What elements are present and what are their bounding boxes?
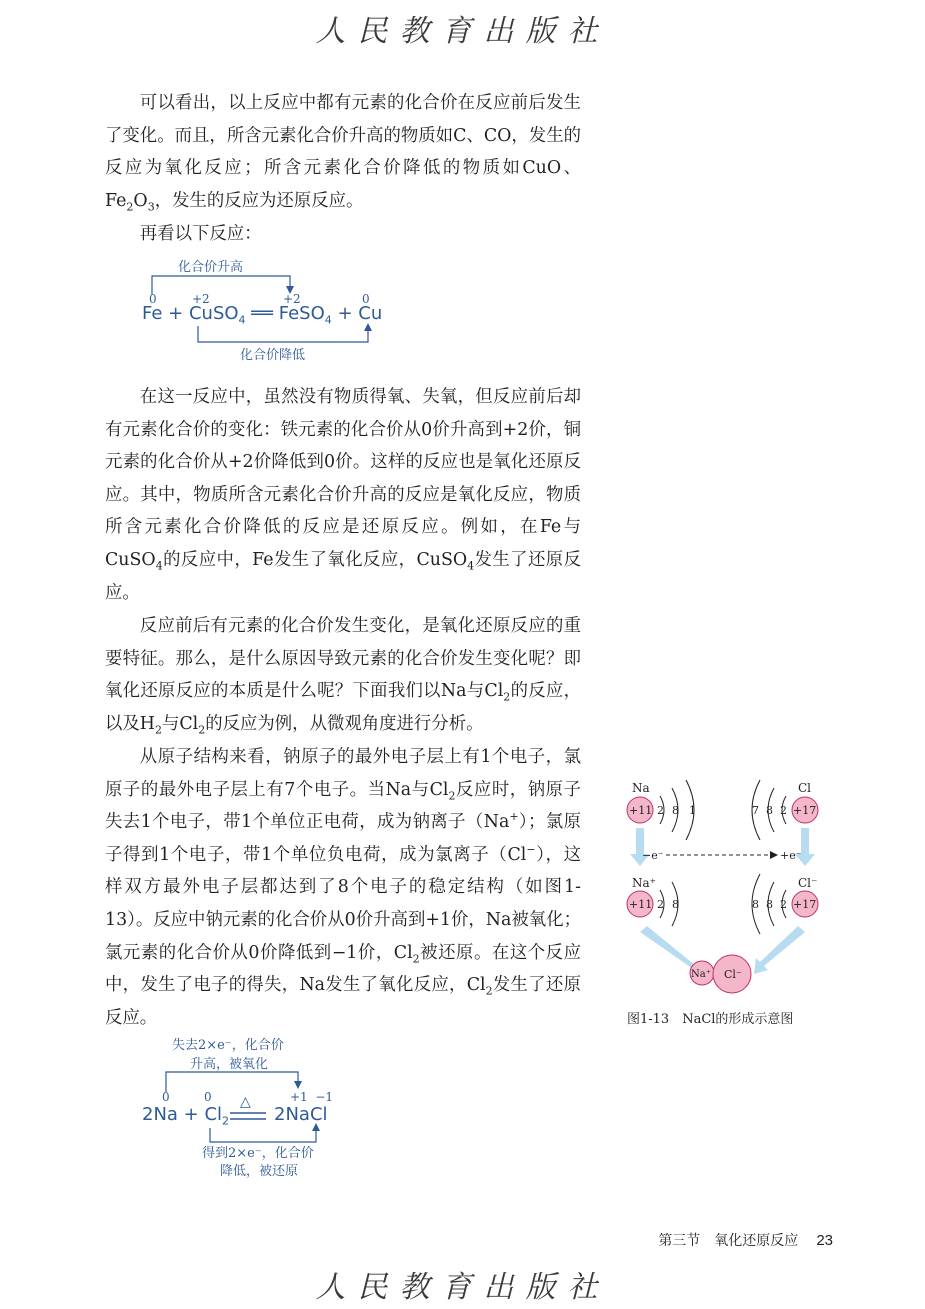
diagonal-arrow-icon [754,926,805,974]
text-span: 被还原。在这个反应中，发生了电子的得失，Na发生了氧化反应，Cl [105,942,581,996]
oxidation-number: +1 −1 [290,1090,334,1104]
shell-electron-count: 8 [672,898,679,911]
arrow-head-icon [294,1081,302,1089]
subscript: 2 [503,690,511,704]
text-span: 再看以下反应： [139,224,262,244]
paragraph-3 [105,381,581,609]
page-footer [658,1230,833,1250]
subscript: 3 [147,200,155,214]
subscript: 4 [155,559,163,573]
oxidation-number: 0 [149,292,157,306]
subscript: 2 [448,789,456,803]
text-span: 反应前后有元素的化合价发生变化，是氧化还原反应的重要特征。那么，是什么原因导致元素的化合价发生变化呢？即氧化还原反应的本质是什么呢？下面我们以Na与Cl [105,616,581,702]
text-span: 在这一反应中，虽然没有物质得氧、失氧，但反应前后却有元素化合价的变化：铁元素的化合价从0价升高到+2价，铜元素的化合价从+2价降低到0价。这样的反应也是氧化还原反应。其中，物质所含元素化合价升高的反应是氧化反应，物质所含元素化合价降低的反应是还原反应。例如，在Fe与CuSO [105,387,581,570]
equation-2-right: 2NaCl [274,1104,328,1125]
reduction-label: 化合价降低 [240,348,306,363]
reduction-bracket [198,326,368,342]
subscript: 4 [467,559,475,573]
text-span: 发生了还原反应。 [105,975,581,1028]
equation-2-left [142,1104,230,1128]
text-span: ），这样双方最外电子层都达到了8个电子的稳定结构（如图1-13）。反应中钠元素的化合价从0价升高到+1价，Na被氧化；氯元素的化合价从0价降低到−1价，Cl [105,844,581,963]
shell-electron-count: 2 [657,898,664,911]
electron-gained-label: +e⁻ [780,849,802,862]
formula-text: Fe + CuSO [142,303,239,324]
oxidation-label-line-2: 升高，被氧化 [190,1057,269,1072]
formula-text: 2Na + Cl [142,1104,223,1125]
subscript: 2 [126,200,134,214]
shell-electron-count: 8 [752,898,759,911]
text-span: 可以看出，以上反应中都有元素的化合价在反应前后发生了变化。而且，所含元素化合价升高的物质如C、CO，发生的反应为氧化反应；所含元素化合价降低的物质如CuO、Fe [105,93,581,211]
paragraph-5 [105,741,581,1034]
shell-electron-count: 8 [672,804,679,817]
page-number: 23 [816,1232,833,1249]
product-na-label: Na⁺ [691,969,711,980]
heat-condition-icon: △ [240,1094,251,1110]
na-atom-label: Na [632,781,650,795]
subscript: 2 [222,1114,230,1128]
product-cl-label: Cl⁻ [724,968,742,981]
figure-caption: 图1-13 NaCl的形成示意图 [627,1012,794,1027]
text-span: O [133,190,148,211]
arrow-head-icon [364,323,372,331]
publisher-logo-top: 人民教育出版社 [315,14,610,49]
shell-electron-count: 2 [780,898,787,911]
reduction-label-line-2: 降低，被还原 [220,1164,299,1179]
text-span: 反应时，钠原子失去1个电子，带1个单位正电荷，成为钠离子（Na [105,779,581,833]
na-nucleus-charge: +11 [629,804,653,817]
oxidation-bracket [152,276,290,294]
oxidation-label-line-1: 失去2×e⁻，化合价 [172,1038,284,1053]
cl-ion-nucleus-charge: +17 [793,898,817,911]
text-span: 的反应为例，从微观角度进行分析。 [205,713,484,734]
oxidation-number: +2 [192,292,210,306]
shell-electron-count: 1 [689,804,696,817]
oxidation-number: 0 [162,1090,170,1104]
oxidation-number: 0 [204,1090,212,1104]
arrow-head-icon [770,851,778,859]
na-ion-nucleus-charge: +11 [629,898,653,911]
equation-1-formula [142,303,383,327]
shell-electron-count: 7 [752,804,759,817]
text-span: 的反应，以及H [105,681,581,734]
cl-ion-label: Cl⁻ [798,876,818,890]
equation-fe-cuso4 [140,256,400,366]
shell-electron-count: 8 [766,804,773,817]
electron-lost-label: −e⁻ [642,849,664,862]
reduction-label-line-1: 得到2×e⁻，化合价 [202,1146,314,1161]
nacl-formation-diagram [620,770,830,1000]
subscript: 2 [485,984,493,998]
subscript: 2 [412,952,420,966]
formula-text: FeSO [278,303,325,324]
superscript: + [509,810,519,824]
text-span: ）；氯原子得到1个电子，带1个单位负电荷，成为氯离子（Cl [105,812,581,865]
subscript: 4 [324,313,332,327]
subscript: 2 [154,723,162,737]
shell-electron-count: 2 [780,804,787,817]
paragraph-2 [105,218,581,251]
publisher-logo-bottom: 人民教育出版社 [315,1270,610,1305]
oxidation-label: 化合价升高 [178,260,244,275]
oxidation-bracket [166,1072,298,1092]
text-span: 发生了还原反应。 [105,549,581,603]
paragraph-1 [105,87,581,217]
equals-sign: ══ [251,303,273,324]
subscript: 4 [238,313,246,327]
text-span: ，发生的反应为还原反应。 [154,190,364,211]
subscript: 2 [198,723,206,737]
reduction-bracket [210,1128,316,1142]
superscript: − [526,842,536,856]
text-span: 从原子结构来看，钠原子的最外电子层上有1个电子，氯原子的最外电子层上有7个电子。当Na与Cl [105,747,581,800]
shell-electron-count: 2 [657,804,664,817]
oxidation-number: +2 [283,292,301,306]
equation-na-cl2 [140,1034,350,1184]
oxidation-number: 0 [362,292,370,306]
na-ion-label: Na⁺ [632,876,656,890]
cl-nucleus-charge: +17 [793,804,817,817]
shell-electron-count: 8 [766,898,773,911]
section-title: 第三节 氧化还原反应 [658,1233,799,1249]
text-span: 与Cl [161,713,199,734]
cl-atom-label: Cl [798,781,812,795]
text-span: 的反应中，Fe发生了氧化反应，CuSO [162,549,468,570]
paragraph-4 [105,610,581,740]
formula-text: + Cu [331,303,383,324]
